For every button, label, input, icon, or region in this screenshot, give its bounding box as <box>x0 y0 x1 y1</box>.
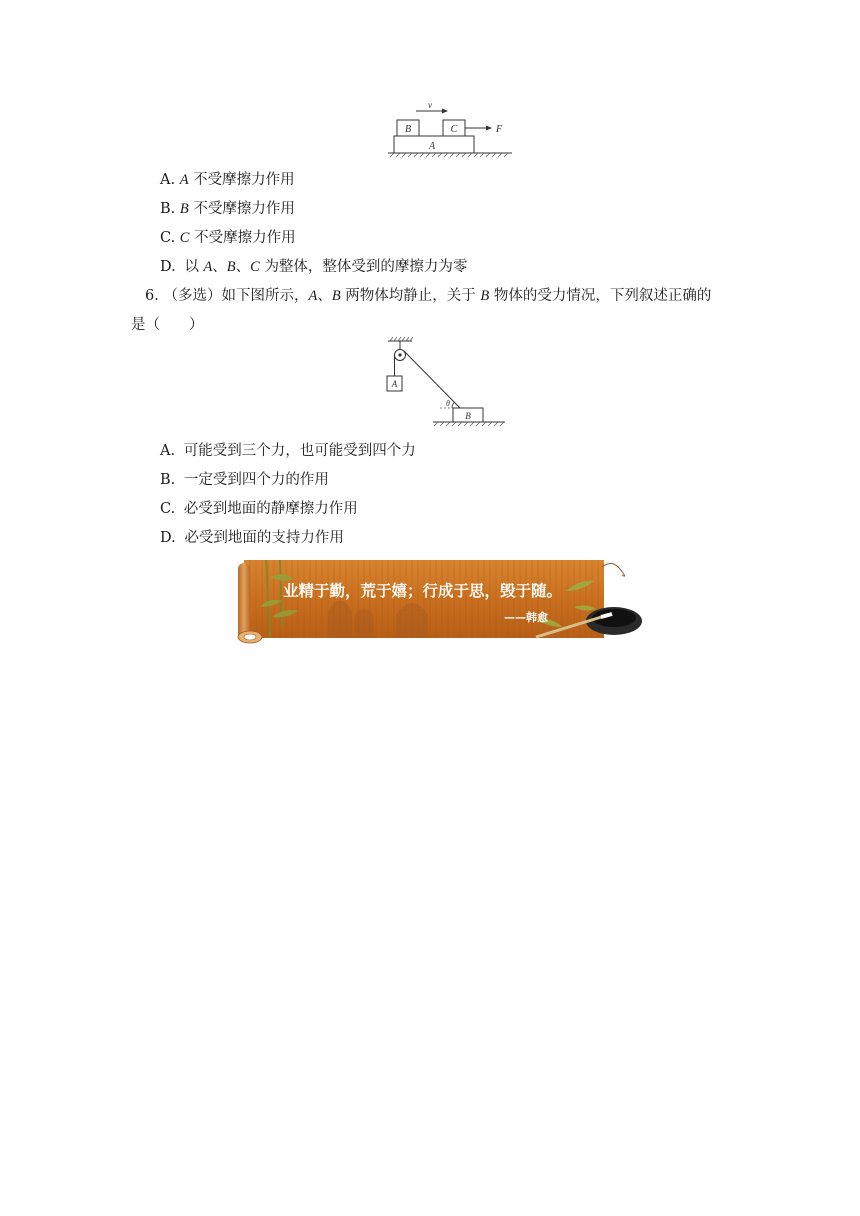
q5-option-d[interactable]: D. 以 A、B、C 为整体，整体受到的摩擦力为零 <box>160 259 468 275</box>
q5-option-a[interactable]: A. A 不受摩擦力作用 <box>160 172 295 188</box>
q6-option-b[interactable]: B. 一定受到四个力的作用 <box>160 472 329 488</box>
q6-option-d[interactable]: D. 必受到地面的支持力作用 <box>160 530 344 546</box>
block-b-label: B <box>404 124 412 135</box>
plank-a-label: A <box>428 141 436 152</box>
velocity-label: v <box>428 100 432 110</box>
angle-theta-label: θ <box>446 399 450 408</box>
quote-scroll-banner <box>236 557 646 649</box>
q5-option-b[interactable]: B. B 不受摩擦力作用 <box>160 201 295 217</box>
q6-option-a[interactable]: A. 可能受到三个力，也可能受到四个力 <box>160 443 416 459</box>
banner-quote: 业精于勤，荒于嬉；行成于思，毁于随。 <box>283 582 563 600</box>
q6-stem-line2: 是（ ） <box>131 317 204 333</box>
block-b2-label: B <box>465 411 471 421</box>
figure-pulley-system <box>378 335 508 430</box>
figure-blocks-on-plank <box>386 100 516 162</box>
q5-option-c[interactable]: C. C 不受摩擦力作用 <box>160 230 296 246</box>
block-c-label: C <box>450 124 458 135</box>
force-label: F <box>495 124 503 135</box>
banner-author: ——韩愈 <box>504 611 548 624</box>
block-a-label: A <box>391 379 398 389</box>
q6-option-c[interactable]: C. 必受到地面的静摩擦力作用 <box>160 501 358 517</box>
q6-stem-line1: 6. （多选）如下图所示，A、B 两物体均静止，关于 B 物体的受力情况，下列叙述正确的 <box>145 288 712 304</box>
